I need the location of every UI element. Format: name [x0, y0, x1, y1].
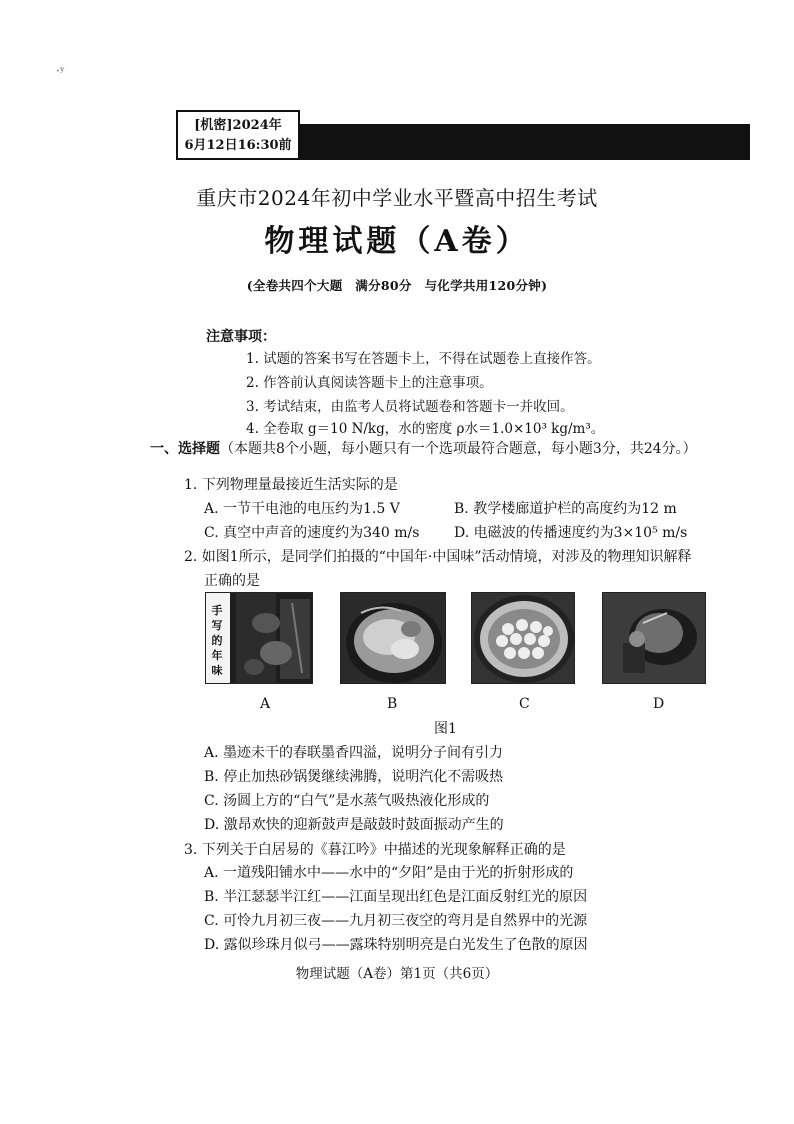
question-2-stem: 2. 如图1所示，是同学们拍摄的“中国年·中国味”活动情境，对涉及的物理知识解释 [184, 549, 692, 565]
question-2-option-a: A. 墨迹未干的春联墨香四溢，说明分子间有引力 [204, 745, 504, 761]
exam-scope: (全卷共四个大题 满分80分 与化学共用120分钟) [246, 278, 548, 293]
note-item: 2. 作答前认真阅读答题卡上的注意事项。 [246, 375, 493, 391]
exam-title: 重庆市2024年初中学业水平暨高中招生考试 [196, 186, 598, 210]
question-2-option-d: D. 激昂欢快的迎新鼓声是敲鼓时鼓面振动产生的 [204, 817, 504, 833]
confidential-box [176, 110, 300, 160]
question-3-option-b: B. 半江瑟瑟半江红——江面呈现出红色是江面反射红光的原因 [204, 889, 588, 905]
photo-label-a: A [260, 696, 271, 712]
question-2-option-b: B. 停止加热砂锅煲继续沸腾，说明汽化不需吸热 [204, 769, 504, 785]
confidential-line-1: [机密]2024年 [194, 118, 282, 133]
note-item: 1. 试题的答案书写在答题卡上，不得在试题卷上直接作答。 [246, 351, 601, 367]
tangyuan-pot-image [472, 593, 575, 684]
question-1-option-d: D. 电磁波的传播速度约为3×10⁵ m/s [454, 525, 688, 541]
scan-mark: ·ʸ [56, 64, 65, 78]
question-1-option-b: B. 教学楼廊道护栏的高度约为12 m [454, 501, 677, 517]
section-description: （本题共8个小题，每小题只有一个选项最符合题意，每小题3分，共24分。） [220, 441, 697, 457]
note-item: 4. 全卷取 g＝10 N/kg，水的密度 ρ水＝1.0×10³ kg/m³。 [246, 421, 605, 437]
question-2-option-c: C. 汤圆上方的“白气”是水蒸气吸热液化形成的 [204, 793, 490, 809]
figure-1-photo-a [205, 592, 313, 684]
page-footer: 物理试题（A卷）第1页（共6页） [295, 966, 499, 982]
figure-1-photo-c [471, 592, 575, 684]
question-2-stem-continued: 正确的是 [204, 573, 260, 589]
drum-photo-image [603, 593, 706, 684]
notes-heading: 注意事项： [206, 329, 276, 345]
section-heading [150, 438, 697, 458]
figure-1-caption: 图1 [434, 721, 457, 737]
question-1-option-a: A. 一节干电池的电压约为1.5 V [204, 501, 400, 517]
photo-a-caption-text: 手写的年味 [211, 604, 223, 677]
header-black-bar [300, 124, 750, 160]
subject-title: 物理试题（A卷） [264, 224, 530, 259]
section-label: 一、选择题 [150, 441, 220, 457]
question-3-option-c: C. 可怜九月初三夜——九月初三夜空的弯月是自然界中的光源 [204, 913, 588, 929]
question-3-option-d: D. 露似珍珠月似弓——露珠特别明亮是白光发生了色散的原因 [204, 937, 588, 953]
question-1-option-c: C. 真空中声音的速度约为340 m/s [204, 525, 420, 541]
confidential-line-2: 6月12日16:30前 [184, 138, 292, 153]
figure-1-photo-d [602, 592, 706, 684]
photo-label-b: B [387, 696, 398, 712]
note-item: 3. 考试结束，由监考人员将试题卷和答题卡一并收回。 [246, 399, 574, 415]
clay-pot-image [341, 593, 446, 684]
question-1-stem: 1. 下列物理量最接近生活实际的是 [184, 477, 398, 493]
question-3-option-a: A. 一道残阳铺水中——水中的“夕阳”是由于光的折射形成的 [204, 865, 574, 881]
question-3-stem: 3. 下列关于白居易的《暮江吟》中描述的光现象解释正确的是 [184, 842, 566, 858]
figure-1-photo-b [340, 592, 446, 684]
photo-label-d: D [653, 696, 665, 712]
photo-label-c: C [519, 696, 530, 712]
